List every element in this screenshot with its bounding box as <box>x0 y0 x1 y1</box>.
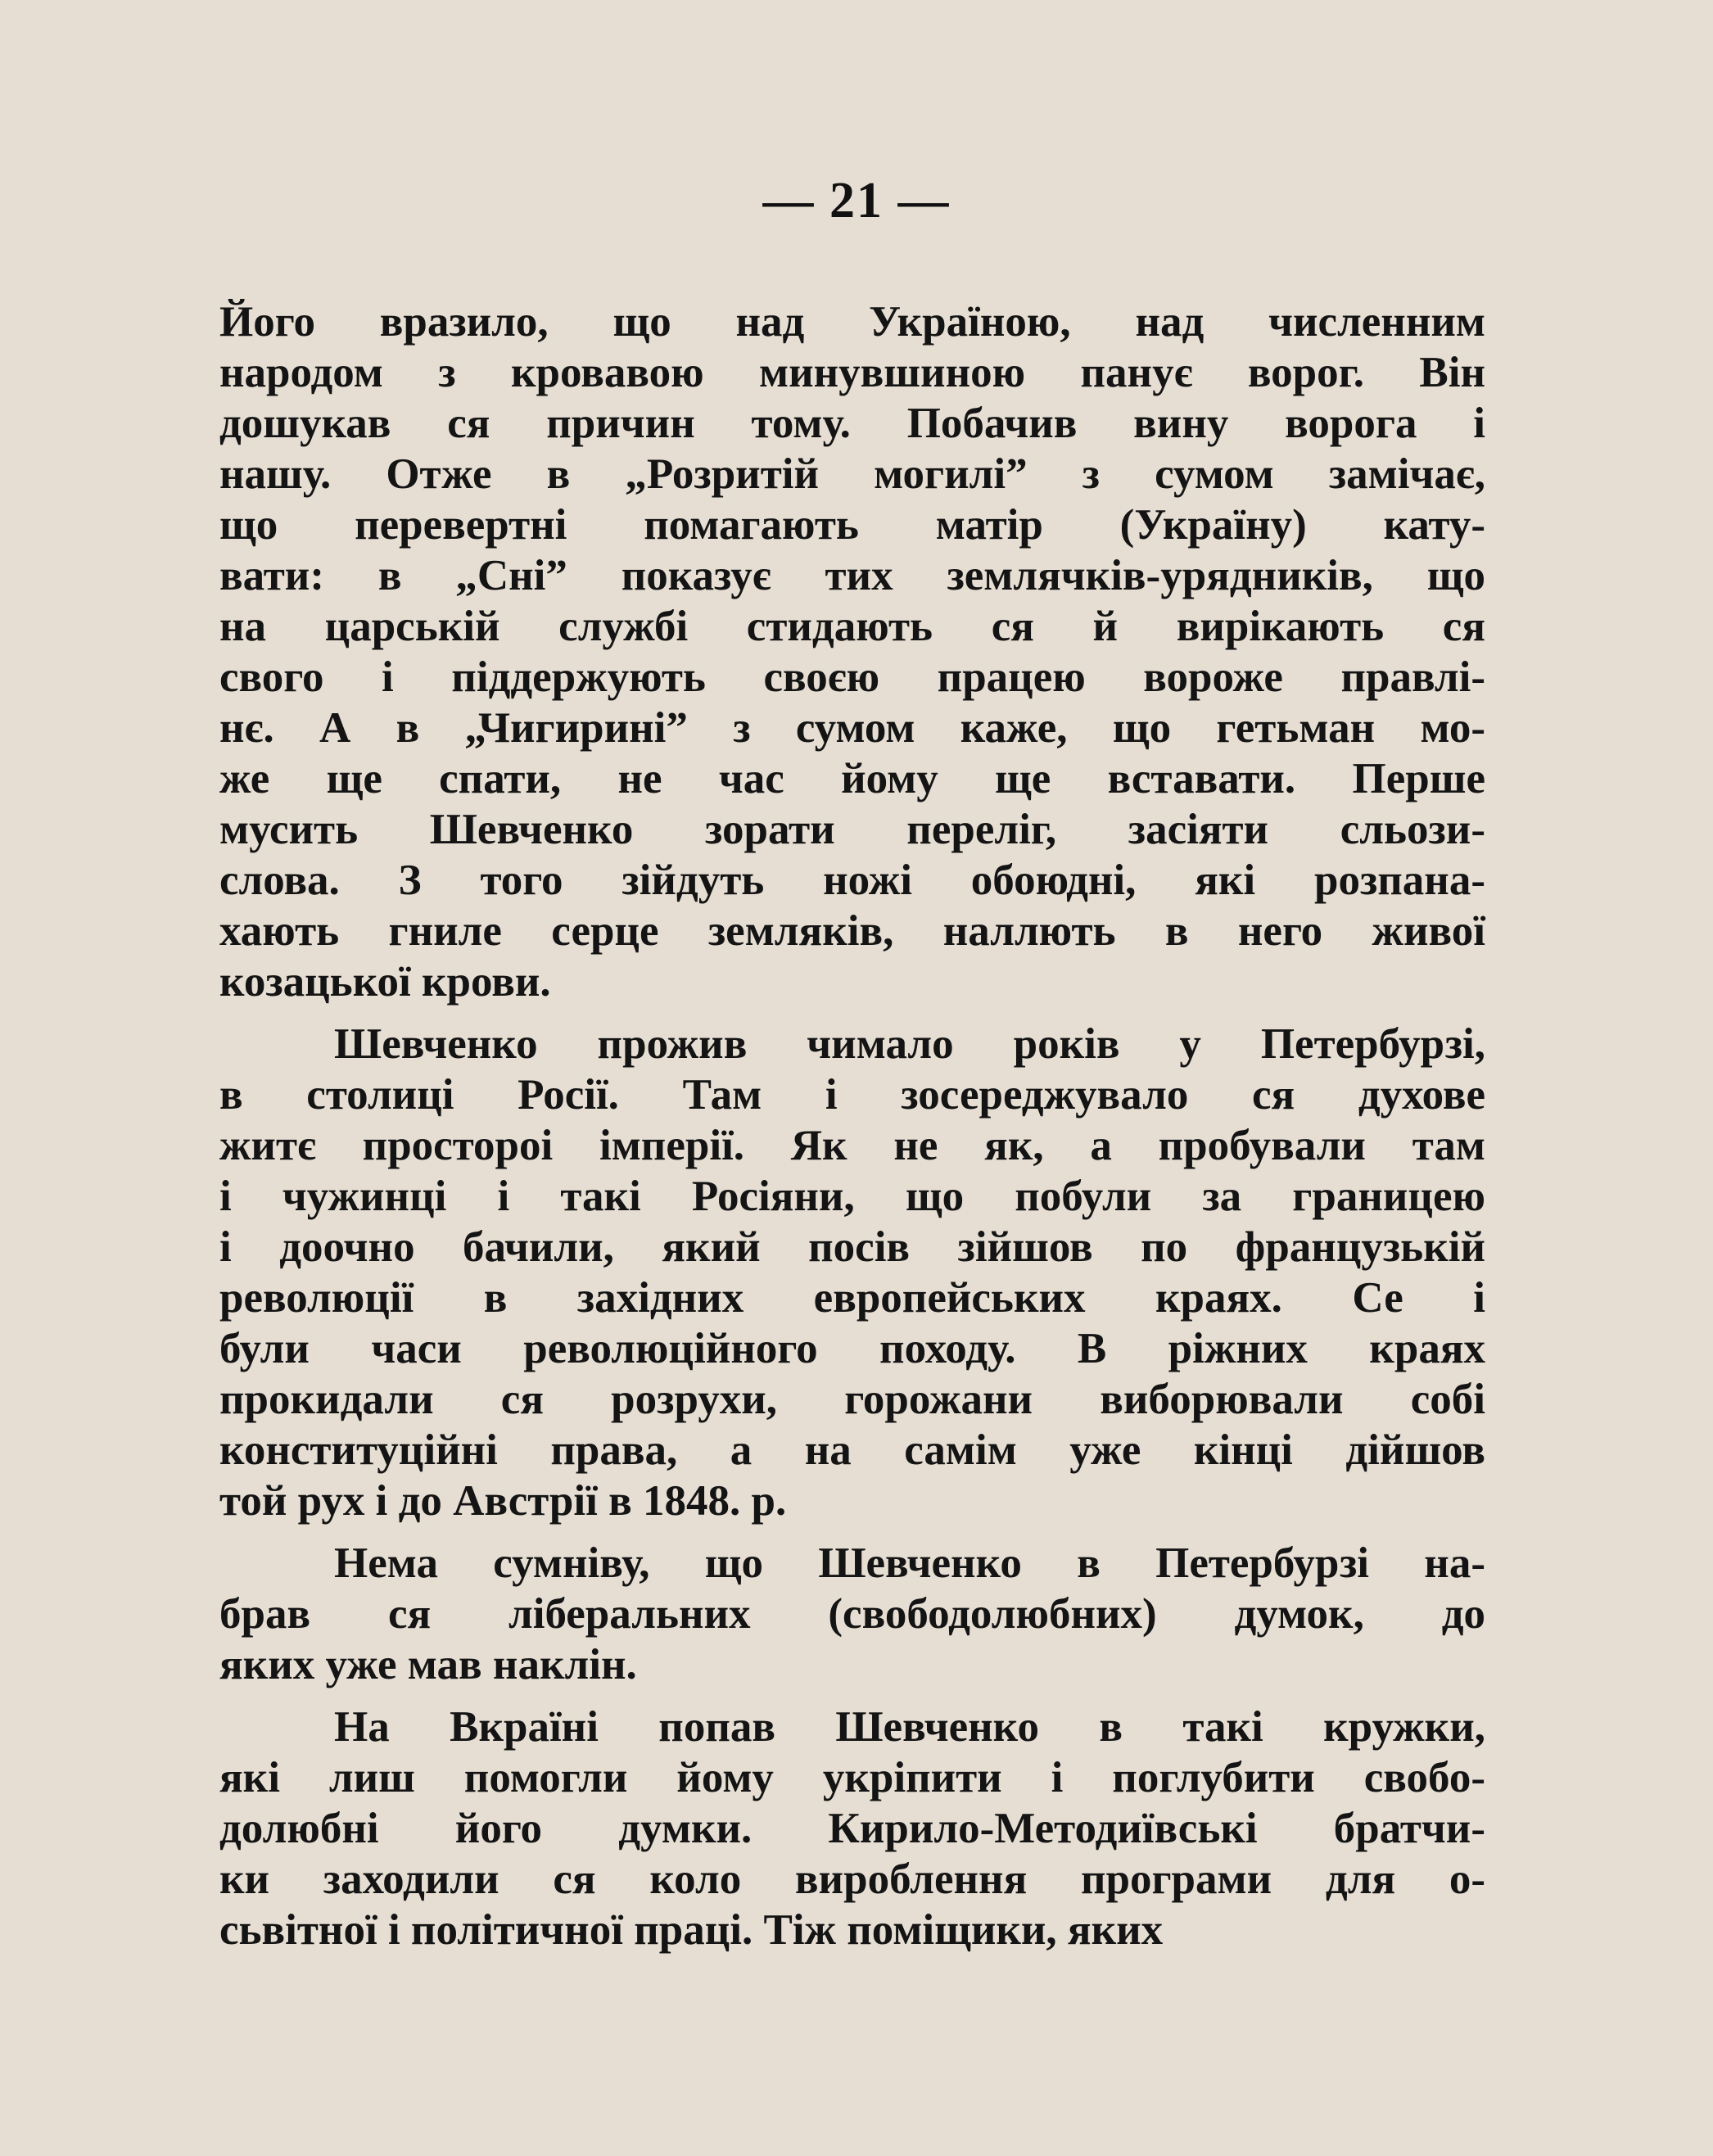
text-line: житє простороі імперії. Як не як, а пробували там <box>219 1122 1485 1169</box>
text-line: і чужинці і такі Росіяни, що побули за границею <box>219 1173 1485 1220</box>
text-line: вати: в „Сні” показує тих землячків-урядників, що <box>219 552 1485 599</box>
paragraph <box>219 296 1485 1007</box>
body-text <box>219 296 1485 1955</box>
text-line: козацької крови. <box>219 958 551 1006</box>
text-line: нашу. Отже в „Розритій могилі” з сумом замічає, <box>219 450 1485 498</box>
text-line: яких уже мав наклін. <box>219 1641 637 1688</box>
text-line: слова. З того зійдуть ножі обоюдні, які розпана- <box>219 857 1485 904</box>
page-number: — 21 — <box>762 173 951 228</box>
text-line: брав ся ліберальних (свободолюбних) думок, до <box>219 1590 1485 1638</box>
text-line: були часи революційного походу. В ріжних краях <box>219 1325 1485 1372</box>
text-line: що перевертні помагають матір (Україну) кату- <box>219 501 1485 549</box>
text-line: мусить Шевченко зорати переліг, засіяти сльози- <box>219 806 1485 853</box>
paragraph <box>219 1538 1485 1690</box>
text-line: же ще спати, не час йому ще вставати. Перше <box>219 755 1485 802</box>
text-line: ки заходили ся коло вироблення програми для о- <box>219 1855 1485 1903</box>
text-line: нє. А в „Чигирині” з сумом каже, що гетьман мо- <box>219 704 1485 752</box>
text-line: На Вкраїні попав Шевченко в такі кружки, <box>334 1703 1485 1751</box>
text-line: сьвітної і політичної праці. Тіж поміщики, яких <box>219 1906 1164 1954</box>
text-line: той рух і до Австрії в 1848. р. <box>219 1477 787 1525</box>
text-line: і доочно бачили, який посів зійшов по французькій <box>219 1223 1485 1271</box>
paragraph <box>219 1702 1485 1955</box>
paragraph <box>219 1019 1485 1526</box>
text-line: Його вразило, що над Україною, над численним <box>219 298 1485 346</box>
text-line: дошукав ся причин тому. Побачив вину ворога і <box>219 400 1485 447</box>
text-line: долюбні його думки. Кирило-Методиївські братчи- <box>219 1805 1485 1852</box>
text-line: хають гниле серце земляків, наллють в него живої <box>219 907 1485 955</box>
text-line: в столиці Росії. Там і зосереджувало ся духове <box>219 1071 1485 1119</box>
text-line: на царській службі стидають ся й вирікають ся <box>219 603 1485 650</box>
text-line: які лиш помогли йому укріпити і поглубити свобо- <box>219 1754 1485 1801</box>
text-line: народом з кровавою минувшиною панує ворог. Він <box>219 349 1485 396</box>
text-line: свого і піддержують своєю працею вороже правлі- <box>219 653 1485 701</box>
text-line: Шевченко прожив чимало років у Петербурзі, <box>334 1020 1485 1068</box>
text-line: прокидали ся розрухи, горожани виборювали собі <box>219 1376 1485 1423</box>
text-line: конституційні права, а на самім уже кінці дійшов <box>219 1426 1485 1474</box>
text-line: революції в західних европейських краях. Се і <box>219 1274 1485 1322</box>
text-line: Нема сумніву, що Шевченко в Петербурзі на- <box>334 1539 1485 1587</box>
